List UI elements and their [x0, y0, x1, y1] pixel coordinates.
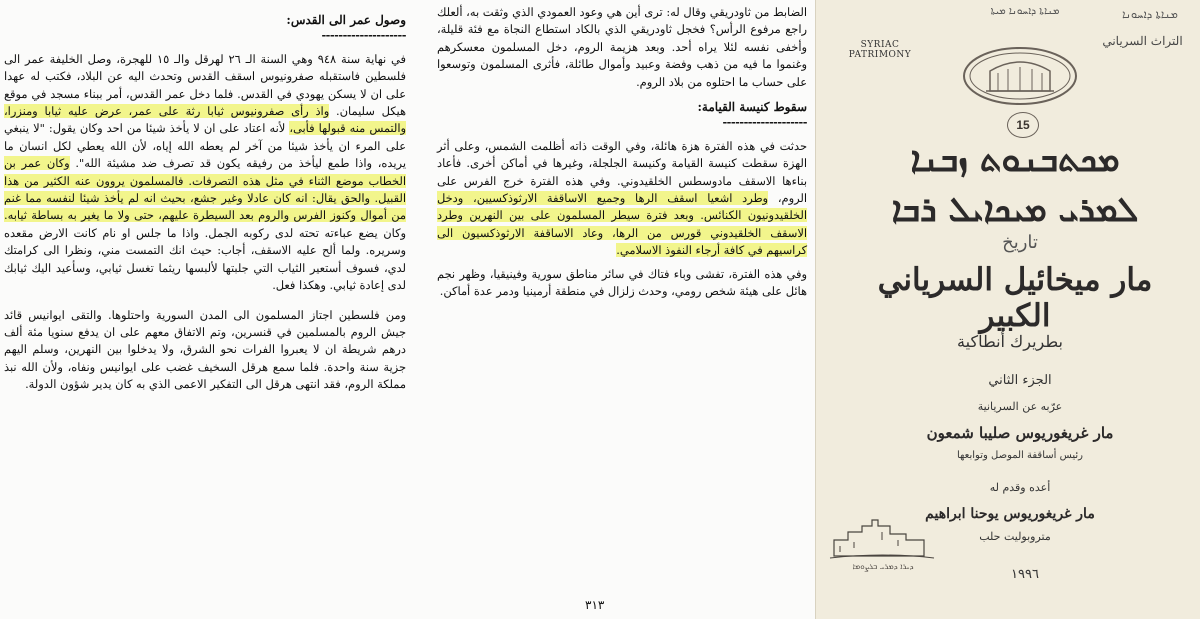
intro-paragraph: الضابط من ثاودريقي وقال له: ترى أين هي وعود العمودي الذي وثقت به، ألعلك راجع مرفوع الرأس؟ فخجل ثاودريقي الذي بالكاد استطاع النجاة مع فئة قليلة، وأخفى نفسه لئلا يراه أحد. وبعد هزيمة الروم، دخل المسلمون معسكرهم وغنموا ما فيه من ذهب وفضة وعبيد وأموال طائلة، فأثرى المسلمون وتوسعوا على حساب ما احتلوه من بلاد الروم. [437, 5, 807, 89]
translator-name: مار غريغوريوس صليبا شمعون [926, 424, 1114, 442]
paragraph-text: في نهاية سنة ٩٤٨ وهي السنة الـ ٢٦ لهرقل والـ ١٥ للهجرة، وصل الخليفة عمر الى فلسطين فاستقبله صفرونيوس اسقف القدس وتحدث اليه عن البلاد، فكتب له عهدا على ان لا يسكن يهودي في القدس. فلما دخل عمر القدس، أمر ببناء مسجد في موقع هيكل سليمان. [4, 51, 406, 119]
translation-credit-label: عرّبه عن السريانية [977, 400, 1063, 413]
heading-underline: -------------------- [321, 28, 406, 43]
sketch-caption: ܕܝܪܐ ܕܡܪܝ ܒܪܨܘܡܐ [852, 562, 914, 571]
syriac-corner-text: ܡܢܐܬܐ ܕܐܚܘܢܐ [1122, 8, 1178, 21]
syriac-header-text: ܡܢܐܬܐ ܕܐܚܘܢܐ ܡܝܬܐ [990, 6, 1060, 17]
syriac-title-line-2: ܠܡܪܝ ܡܝܟܐܝܠ ܪܒܐ [891, 190, 1139, 230]
syriac-title-line-1: ܡܟܬܒܢܘܬ ܙܒܢܐ [910, 140, 1120, 180]
series-number-badge: 15 [1007, 112, 1039, 138]
series-name-arabic: التراث السرياني [1102, 34, 1183, 48]
book-subtitle: بطريرك أنطاكية [957, 332, 1063, 351]
page-number: ٣١٣ [585, 598, 605, 612]
paragraph-text: لأنه اعتاد على ان لا يأخذ شيئا من احد وكان يقول: "لا ينبغي على المرء ان يأخذ شيئا من آخر لم يعطه الله إياه، لأن الله يعطي لكل انسان ما يريده، واذا طمع ليأخذ من رفيقه يكون قد تصرف ضد مشيئة الله". [4, 121, 406, 171]
highlighted-text: واذ رأى صفرونيوس ثيابا رثة على عمر، عرض عليه ثيابا ومنزرا، والتمس منه قبولها فأبى، [4, 104, 406, 136]
church-emblem-icon [960, 45, 1080, 107]
paragraph-text: حدثت في هذه الفترة هزة هائلة، وفي الوقت ذاته أظلمت الشمس، وعلى أثر الهزة سقطت كنيسة القيامة وكنيسة الجلجلة، وغيرها في أماكن أخرى. فأعاد بناءها الاسقف مادوسطس الخلقيدوني. وفي هذه الفترة خرج الفرس على الروم، [437, 138, 807, 206]
highlighted-text: وكان عمر بن الخطاب موضع الثناء في مثل هذه التصرفات. فالمسلمون يروون عنه الكثير من هذا القبيل. والحق يقال: انه كان عادلا وغير جشع، بحيث انه لم يأخذ شيئا لنفسه مما غنم من أموال وكنوز الفرس والروم بعد السيطرة عليهم، حتى ولا ما يغير به بساطة ثيابه. [4, 156, 406, 223]
editor-name: مار غريغوريوس يوحنا ابراهيم [925, 506, 1095, 522]
title-prefix: تاريخ [1002, 232, 1038, 253]
volume-label: الجزء الثاني [988, 373, 1052, 388]
paragraph-plague: وفي هذه الفترة، تفشى وباء فتاك في سائر مناطق سورية وفينيقيا، وظهر نجم هائل على هيئة شخص رومي، وحدث زلزال في منطقة أرمينيا ودمر عدة أماكن. [437, 266, 807, 299]
paragraph-omar [4, 51, 406, 295]
monastery-sketch-icon [828, 512, 938, 572]
left-text-column [4, 4, 406, 400]
editor-credit-label: أعده وقدم له [989, 481, 1051, 494]
paragraph-earthquake [437, 138, 807, 260]
editor-title: متروبوليت حلب [979, 530, 1051, 543]
book-title: مار ميخائيل السرياني الكبير [877, 262, 1153, 334]
section-heading-resurrection: سقوط كنيسة القيامة: [697, 100, 807, 115]
paragraph-syria: ومن فلسطين اجتاز المسلمون الى المدن السورية واحتلوها. والتقى ايوانيس قائد جيش الروم بالمسلمين في قنسرين، وتم الاتفاق معهم على ان يدفع سنويا مئة ألف درهم شريطة ان لا يعبروا الفرات نحو الشرق، ولا يدخلوا بين النهرين، وسلم اليهم جزية سنة واحدة. فلما سمع هرقل السخيف غضب على ايوانيس ونفاه، ولأن الله نبذ مملكة الروم، فقد انتهى هرقل الى التفكير الاعمى الذي به كان يدير شؤون الدولة. [4, 307, 406, 392]
highlighted-text: وطرد اشعيا اسقف الرها وجميع الاساقفة الارثوذكسيين، ودخل الخلقيدونيون الكنائس. وبعد فترة سيطر المسلمون على بين النهرين وطرد الاسقف الخلقيدوني قورس من الرها، وعاد الاساقفة الارثوذكسيون الى كراسيهم في كافة أرجاء النفوذ الاسلامي. [437, 191, 807, 258]
paragraph-text: وكان يضع عباءته تحته لدى ركوبه الجمل. واذا ما جلس او نام كانت الارض مقعده وسريره. ولما ألح عليه الاسقف، أجاب: حيث انك التمست مني، ونظرا الى كرامتك لدي، فسوف أستعير الثياب التي جلبتها لألبسها ريثما تغسل ثيابي، وسأعيد اليك ثيابك لدى إعادة ثيابي. وهكذا فعل. [4, 225, 406, 293]
publication-year: ١٩٩٦ [1011, 567, 1039, 582]
translator-title: رئيس أساقفة الموصل وتوابعها [957, 450, 1083, 461]
section-heading-omar: وصول عمر الى القدس: [286, 13, 406, 27]
series-name-english: SYRIAC PATRIMONY [848, 40, 912, 60]
heading-underline: -------------------- [722, 115, 807, 130]
right-text-column [437, 4, 807, 307]
